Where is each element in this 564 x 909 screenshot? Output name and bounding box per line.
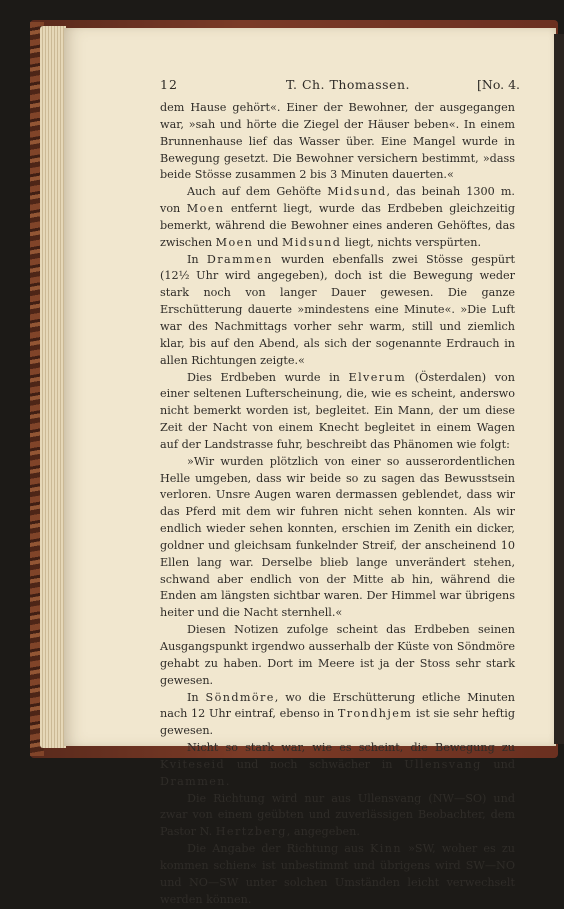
page-header [96,77,520,97]
body-text [160,100,515,909]
text-run: Diesen Notizen zufolge scheint das Erdbeben seinen Ausgangspunkt irgendwo ausserhalb der Küste von Söndmöre gehabt zu haben. Dort im Meere ist ja der Stoss sehr stark gewesen. [160,623,515,687]
paragraph [160,370,515,454]
text-run: Die Angabe der Richtung aus [187,842,370,856]
text-run: »Wir wurden plötzlich von einer so ausserordentlichen Helle umgeben, dass wir beide so zu sagen das Bewusstsein verloren. Unsre Augen waren dermassen geblendet, dass wir das Pferd mit dem wir fuhren nicht sehen konnten. Als wir endlich wieder sehen konnten, erschien im Zenith ein dicker, goldner und gleichsam funkelnder Streif, der anscheinend 10 Ellen lang war. Derselbe blieb lange unverändert stehen, schwand aber endlich von der Mitte ab hin, während die Enden am längsten sichtbar waren. Der Himmel war übrigens heiter und die Nacht sternhell.« [160,454,515,620]
page-edges [40,26,66,748]
spaced-name: Söndmöre [205,690,275,704]
spaced-name: Kviteseid [160,757,226,771]
page-number: 12 [160,77,178,92]
text-run: . [225,774,230,788]
paragraph [160,252,515,370]
text-run: ist sie sehr heftig gewesen. [160,707,515,738]
paragraph [160,841,515,908]
text-run: dem Hause gehört«. Einer der Bewohner, der ausgegangen war, »sah und hörte die Ziegel der Häuser beben«. In einem Brunnenhause lief das Wasser über. Eine Mangel wurde in Bewegung gesetzt. Die Bewohner versichern bestimmt, »dass beide Stösse zusammen 2 bis 3 Minuten dauerten.« [160,101,515,182]
text-run: Die Richtung wird nur aus Ullensvang (NW—SO) und zwar von einem geübten und zuverlässigen Beobachter, dem Pastor N. [160,791,515,839]
spaced-name: Elverum [348,370,407,384]
text-run: und [481,757,515,771]
spaced-name: Midsund [327,185,387,199]
text-run: , angegeben. [286,825,360,839]
text-run: In [187,690,206,704]
text-run: wurden ebenfalls zwei Stösse gespürt (12½ Uhr wird angegeben), doch ist die Bewegung weder stark noch von langer Dauer gewesen. Die ganze Erschütterung dauerte »mindestens eine Minute«. »Die Luft war des Nachmittags vorher sehr warm, still und ziemlich klar, bis auf den Abend, als sich der sogenannte Erdrauch in allen Richtungen zeigte.« [160,252,515,367]
paragraph [160,740,515,791]
spaced-name: Ullensvang [404,757,482,771]
paragraph [160,622,515,689]
text-run: Auch auf dem Gehöfte [187,185,328,199]
paragraph [160,690,515,741]
text-run: , das beinah 1300 m. von [160,185,515,216]
spaced-name: Trondhjem [337,707,413,721]
paragraph [160,454,515,622]
text-run: »SW, woher es zu kommen schien« ist unbestimmt und übrigens wird SW—NO und NO—SW unter solchen Umständen leicht verwechselt werden können. [160,842,515,906]
text-run: (Österdalen) von einer seltenen Lufterscheinung, die, wie es scheint, anderswo nicht bemerkt worden ist, begleitet. Ein Mann, der um diese Zeit der Nacht von einem Knecht begleitet in einem Wagen auf der Landstrasse fuhr, beschreibt das Phänomen wie folgt: [160,370,516,451]
text-run: , wo die Erschütterung etliche Minuten nach 12 Uhr eintraf, ebenso in [160,690,516,721]
text-run: entfernt liegt, wurde das Erdbeben gleichzeitig bemerkt, während die Bewohner eines anderen Gehöftes, das zwischen [160,202,515,249]
spaced-name: Moen [186,202,225,216]
text-run: und [253,235,282,249]
spaced-name: Kinn [369,842,402,856]
spaced-name: Drammen [206,252,273,266]
spaced-name: Moen [215,235,254,249]
text-run: Nicht so stark war, wie es scheint, die Bewegung zu [187,741,515,755]
spaced-name: Drammen [160,774,226,788]
issue-number: [No. 4. [477,77,520,92]
spaced-name: Midsund [281,235,342,249]
right-shadow [554,34,564,744]
paragraph [160,184,515,251]
text-run: Dies Erdbeben wurde in [187,370,349,384]
paragraph [160,791,515,842]
text-run: liegt, nichts verspürten. [341,235,482,249]
running-head: T. Ch. Thomassen. [286,77,410,92]
text-run: und noch schwächer in [225,757,405,771]
paragraph [160,100,515,184]
spaced-name: Hertzberg [215,825,287,839]
text-run: In [187,252,207,266]
